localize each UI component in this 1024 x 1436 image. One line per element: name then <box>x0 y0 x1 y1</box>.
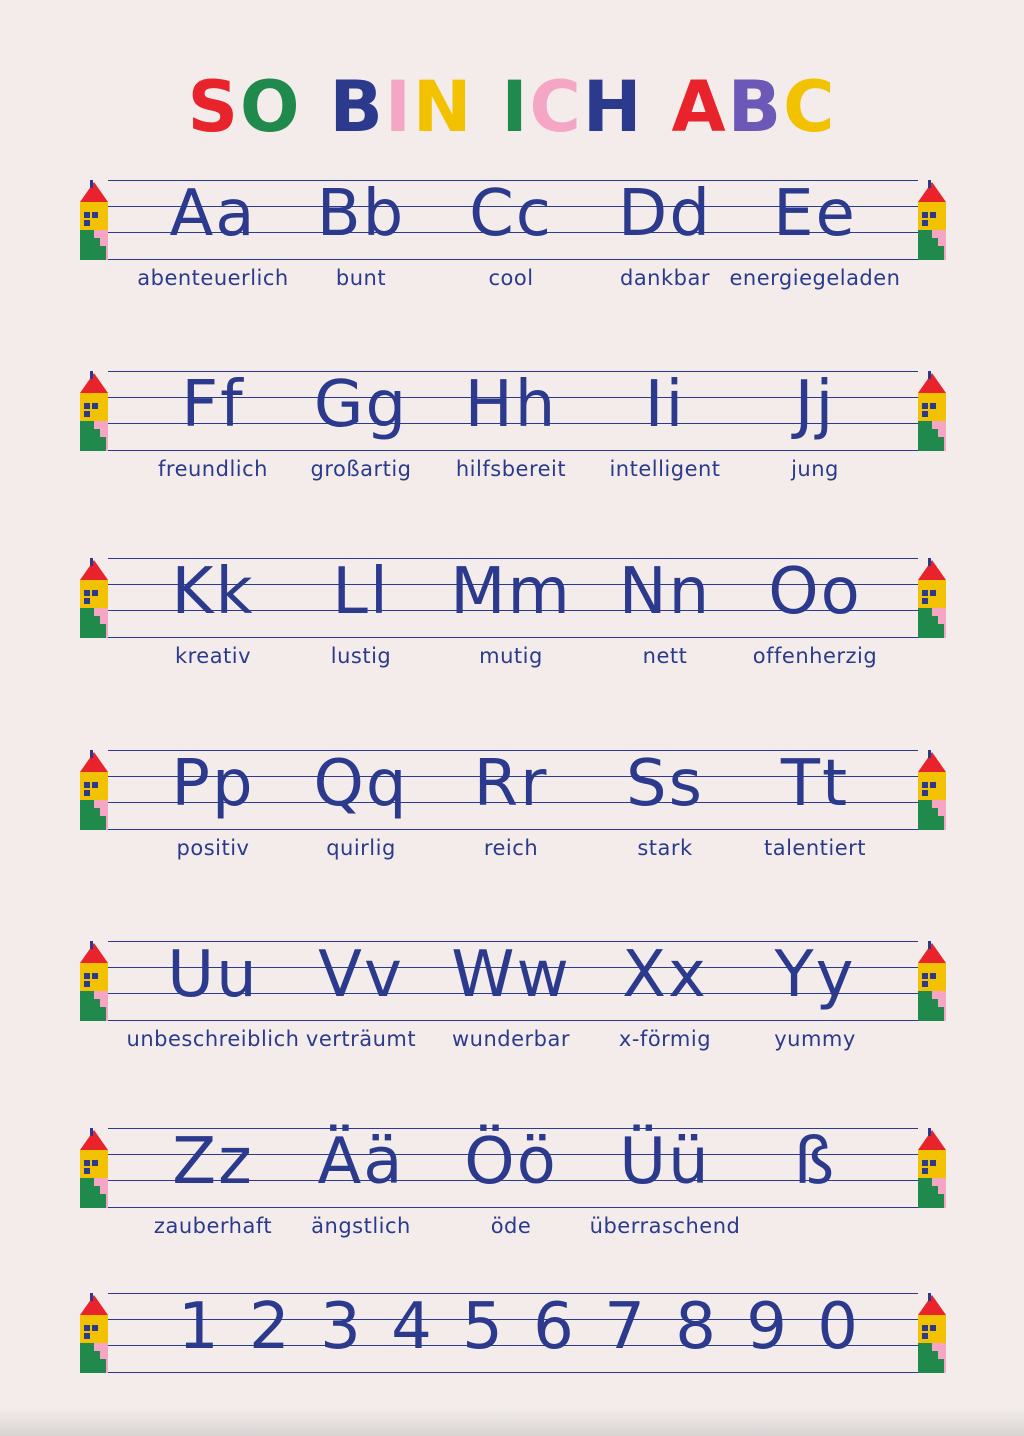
adjective-label: offenherzig <box>752 644 878 668</box>
letter-row <box>78 1125 948 1238</box>
letter-pair: Xx <box>622 938 708 1012</box>
adjective-label: kreativ <box>174 644 252 668</box>
digit: 2 <box>249 1290 290 1364</box>
letter-pair: Zz <box>172 1125 254 1199</box>
letter-pair: Tt <box>780 747 850 821</box>
title-letter: S <box>187 66 240 148</box>
adjective-label: talentiert <box>763 836 867 860</box>
adjective-label: bunt <box>335 266 387 290</box>
letter-pair: Pp <box>171 747 255 821</box>
adjective-label: cool <box>488 266 534 290</box>
house-icon <box>916 1293 948 1373</box>
page-bottom-shadow <box>0 1408 1024 1436</box>
title-letter: O <box>239 66 302 148</box>
title-letter: C <box>529 66 583 148</box>
letter-pair: Rr <box>473 747 549 821</box>
digit: 5 <box>462 1290 503 1364</box>
digit: 6 <box>533 1290 574 1364</box>
letter-pair: Hh <box>464 368 558 442</box>
writing-line <box>108 450 918 451</box>
title-word <box>188 62 302 152</box>
letter-pair: Öö <box>464 1125 558 1199</box>
adjective-label: jung <box>791 457 839 481</box>
letter-pair: Qq <box>313 747 409 821</box>
letter-pair: Ee <box>773 177 857 251</box>
adjective-label: unbeschreiblich <box>126 1027 300 1051</box>
adjective-label: ängstlich <box>311 1214 411 1238</box>
house-icon <box>78 941 110 1021</box>
title-letter: H <box>582 66 644 148</box>
digit: 3 <box>320 1290 361 1364</box>
digit: 0 <box>817 1290 858 1364</box>
adjective-label: wunderbar <box>451 1027 570 1051</box>
adjective-label: dankbar <box>619 266 710 290</box>
title-letter: B <box>727 66 784 148</box>
digit: 9 <box>746 1290 787 1364</box>
letter-pair: Kk <box>171 555 255 629</box>
adjective-label: abenteuerlich <box>137 266 289 290</box>
letter-pair: Yy <box>774 938 856 1012</box>
letter-row <box>78 555 948 668</box>
adjective-label: energiegeladen <box>729 266 901 290</box>
title-letter: N <box>412 66 474 148</box>
letter-pair: Ww <box>451 938 571 1012</box>
letter-pair: Ff <box>181 368 245 442</box>
title-letter: C <box>783 66 837 148</box>
digits <box>178 1287 858 1367</box>
house-icon <box>78 558 110 638</box>
letter-row <box>78 747 948 860</box>
adjective-label: yummy <box>774 1027 856 1051</box>
letter-pair: Gg <box>313 368 409 442</box>
writing-line <box>108 829 918 830</box>
title-letter: I <box>384 66 413 148</box>
letter-pair: ß <box>793 1125 837 1199</box>
adjective-label: öde <box>490 1214 532 1238</box>
poster-title <box>0 62 1024 152</box>
adjective-label: verträumt <box>305 1027 417 1051</box>
writing-line <box>108 259 918 260</box>
house-icon <box>916 371 948 451</box>
letter-pair: Dd <box>618 177 712 251</box>
adjective-label: hilfsbereit <box>455 457 567 481</box>
letter-pair: Bb <box>316 177 406 251</box>
numbers-row <box>78 1290 948 1403</box>
letter-pair: Mm <box>450 555 572 629</box>
house-icon <box>78 750 110 830</box>
title-word <box>502 62 644 152</box>
digit: 4 <box>391 1290 432 1364</box>
writing-line <box>108 1207 918 1208</box>
title-word <box>672 62 837 152</box>
title-letter: B <box>329 66 385 148</box>
adjective-label: zauberhaft <box>153 1214 273 1238</box>
letter-pair: Ss <box>626 747 704 821</box>
writing-line <box>108 637 918 638</box>
writing-line <box>108 1372 918 1373</box>
digit: 8 <box>675 1290 716 1364</box>
house-icon <box>916 1128 948 1208</box>
house-icon <box>916 941 948 1021</box>
house-icon <box>78 180 110 260</box>
letter-pair: Oo <box>768 555 862 629</box>
adjective-label: überraschend <box>589 1214 741 1238</box>
letter-pair: Ll <box>332 555 390 629</box>
house-icon <box>78 1293 110 1373</box>
letter-pair: Vv <box>318 938 404 1012</box>
title-letter: I <box>501 66 530 148</box>
adjective-label: quirlig <box>326 836 396 860</box>
adjective-label: x-förmig <box>618 1027 712 1051</box>
adjective-label: mutig <box>479 644 543 668</box>
house-icon <box>916 180 948 260</box>
adjective-label: nett <box>642 644 688 668</box>
letter-pair: Cc <box>469 177 553 251</box>
adjective-label: lustig <box>330 644 392 668</box>
writing-line <box>108 1020 918 1021</box>
adjective-label: stark <box>637 836 693 860</box>
house-icon <box>916 558 948 638</box>
letter-pair: Ää <box>317 1125 405 1199</box>
adjective-label: intelligent <box>609 457 721 481</box>
letter-pair: Aa <box>169 177 257 251</box>
digit: 7 <box>604 1290 645 1364</box>
adjective-label: reich <box>483 836 539 860</box>
house-icon <box>78 371 110 451</box>
letter-pair: Nn <box>618 555 712 629</box>
letter-row <box>78 938 948 1051</box>
adjective-label: großartig <box>310 457 412 481</box>
letter-pair: Ii <box>644 368 686 442</box>
house-icon <box>78 1128 110 1208</box>
letter-pair: Jj <box>794 368 836 442</box>
letter-row <box>78 368 948 481</box>
adjective-label: positiv <box>176 836 250 860</box>
title-word <box>330 62 474 152</box>
adjective-label: freundlich <box>158 457 268 481</box>
title-letter: A <box>671 66 728 148</box>
letter-row <box>78 177 948 290</box>
letter-pair: Üü <box>619 1125 711 1199</box>
house-icon <box>916 750 948 830</box>
letter-pair: Uu <box>167 938 259 1012</box>
digit: 1 <box>178 1290 219 1364</box>
